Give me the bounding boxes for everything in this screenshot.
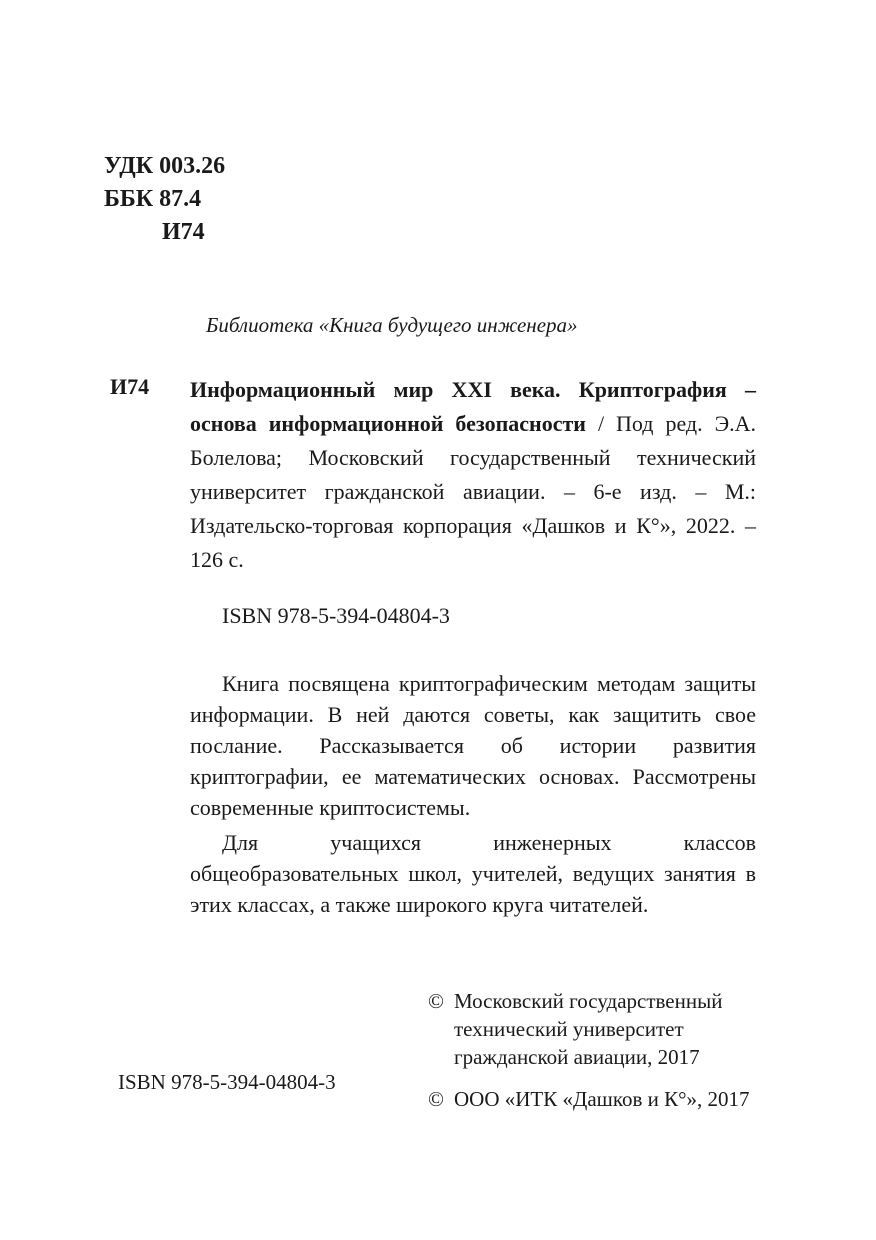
copyright-holder-line: технический университет [454,1017,684,1041]
annotation-paragraph-1: Книга посвящена криптографическим методам защиты информации. В ней даются советы, как защитить свое послание. Рассказывается об истории развития криптографии, ее математических основах. Рассмотрены современные криптосистемы. [190,671,756,820]
author-mark: И74 [162,219,205,245]
udk-code: УДК 003.26 [104,153,226,179]
copyright-item-publisher [428,1085,828,1113]
copyright-item-university [428,987,828,1071]
copyright-sign: © [428,1087,444,1111]
isbn: ISBN 978-5-394-04804-3 [222,603,450,628]
copyright-holder-line: Московский государственный [454,989,723,1013]
annotation-paragraph-2: Для учащихся инженерных классов общеобразовательных школ, учителей, ведущих занятия в этих классах, а также широкого круга читателей. [190,830,756,917]
publication-details: / Под ред. Э.А. Болелова; Московский государственный технический университет гражданской авиации. – 6-е изд. – М.: Издательско-торговая корпорация «Дашков и К°», 2022. – 126 с. [190,411,757,572]
bibliographic-entry [190,373,756,577]
entry-author-mark: И74 [110,374,150,399]
book-title: Информационный мир XXI века. Криптография – основа информационной безопасности [190,377,756,436]
annotation [190,668,756,920]
copyright-holder-line: гражданской авиации, 2017 [454,1045,700,1069]
copyright-sign: © [428,989,444,1013]
classification-codes [104,150,225,249]
copyright-holder-line: ООО «ИТК «Дашков и К°», 2017 [454,1087,750,1111]
copyright-block [428,987,828,1113]
bbk-code: ББК 87.4 [104,186,202,212]
footer-isbn: ISBN 978-5-394-04804-3 [118,1070,336,1094]
series-title: Библиотека «Книга будущего инженера» [206,313,578,337]
